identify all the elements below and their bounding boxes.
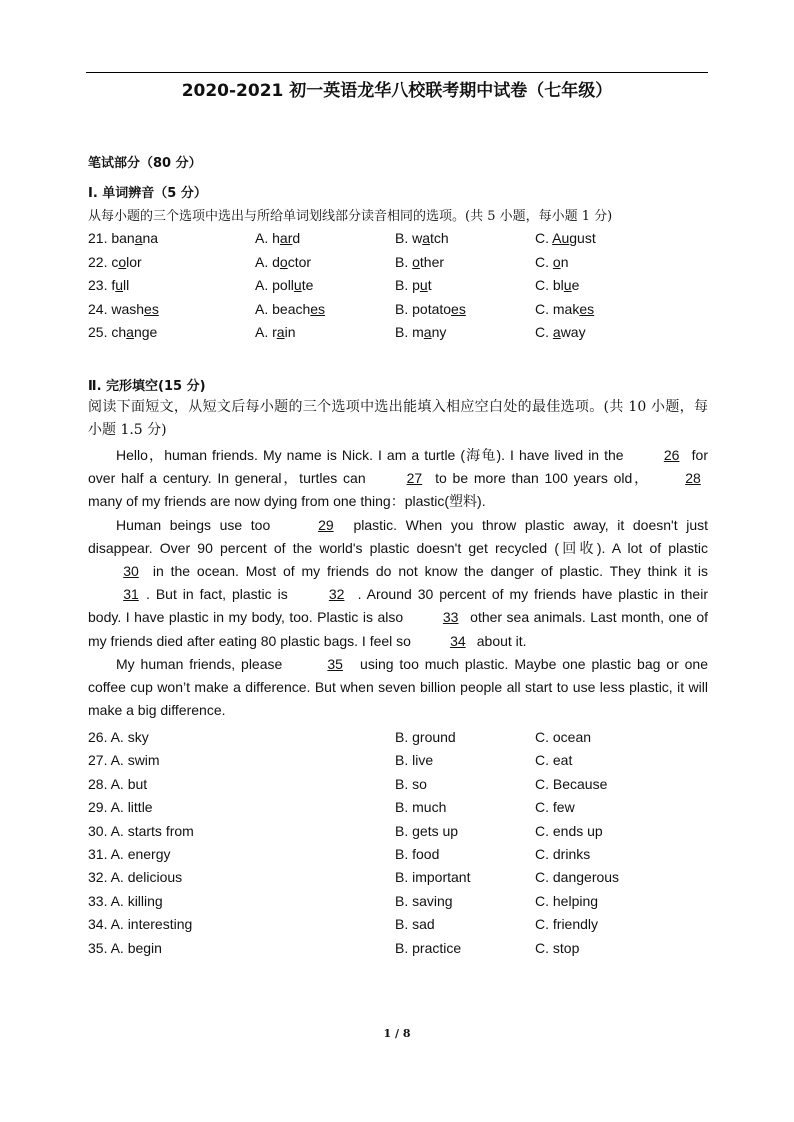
cloze-option-b: B. practice: [395, 939, 462, 956]
blank-26: 26: [663, 447, 680, 463]
cloze-option-a: 29. A. little: [88, 799, 153, 816]
phonics-question-row: [88, 254, 718, 274]
header-rule: [86, 72, 708, 73]
blank-30: 30: [123, 563, 139, 580]
phonics-question-row: [88, 230, 718, 250]
phonics-option-c: C. away: [535, 324, 586, 340]
cloze-option-row: [88, 776, 718, 796]
phonics-option-a: A. rain: [255, 324, 296, 340]
page-number: 1 / 8: [383, 1027, 411, 1040]
phonics-word: 22. color: [88, 254, 142, 270]
cloze-option-c: C. eat: [535, 752, 573, 769]
passage-paragraph-3: My human friends, please 35 using too much plastic. Maybe one plastic bag or one coffee cup won’t make a difference. But when seven billion people all start to use less plastic, it will make a big difference.: [88, 653, 708, 723]
phonics-option-b: B. put: [395, 277, 432, 293]
cloze-option-b: B. gets up: [395, 822, 459, 839]
cloze-option-c: C. helping: [535, 892, 599, 909]
cloze-option-row: [88, 940, 718, 960]
passage-paragraph-2: Human beings use too 29 plastic. When you throw plastic away, it doesn't just disappear. Over 90 percent of the world's plastic doesn't get recycled (回收). A lot of plastic 30 in the ocean. Most of my friends do not know the danger of plastic. They think it is 31 . But in fact, plastic is 32 . Around 30 percent of my friends have plastic in their body. I have plastic in my body, too. Plastic is also 33 other sea animals. Last month, one of my friends died after eating 80 plastic bags. I feel so 34 about it.: [88, 514, 708, 653]
blank-28: 28: [685, 470, 701, 487]
phonics-option-b: B. many: [395, 324, 447, 340]
cloze-option-row: [88, 893, 718, 913]
section2-heading: Ⅱ. 完形填空(15 分): [88, 379, 206, 394]
blank-27: 27: [406, 470, 423, 487]
cloze-option-a: 27. A. swim: [88, 752, 160, 769]
blank-33: 33: [442, 609, 459, 626]
cloze-option-b: B. saving: [395, 892, 453, 909]
blank-34: 34: [450, 632, 466, 649]
cloze-option-a: 35. A. begin: [88, 939, 162, 956]
cloze-option-b: B. important: [395, 869, 471, 886]
phonics-word: 21. banana: [88, 230, 159, 246]
phonics-option-b: B. other: [395, 254, 445, 270]
cloze-option-a: 30. A. starts from: [88, 822, 194, 839]
phonics-option-c: C. August: [535, 230, 596, 246]
phonics-option-c: C. on: [535, 254, 569, 270]
cloze-option-a: 31. A. energy: [88, 846, 171, 862]
phonics-option-c: C. makes: [535, 301, 595, 317]
cloze-option-a: 33. A. killing: [88, 892, 163, 909]
cloze-option-c: C. Because: [535, 775, 608, 792]
phonics-word: 23. full: [88, 277, 130, 293]
cloze-passage: [88, 444, 708, 722]
cloze-option-row: [88, 799, 718, 819]
cloze-option-row: [88, 823, 718, 843]
phonics-option-a: A. doctor: [255, 254, 312, 270]
phonics-question-row: [88, 324, 718, 344]
section1-heading: Ⅰ. 单词辨音（5 分）: [88, 186, 207, 201]
phonics-option-b: B. potatoes: [395, 301, 466, 317]
page-title: 2020-2021 初一英语龙华八校联考期中试卷（七年级）: [181, 81, 613, 101]
cloze-option-b: B. live: [395, 752, 434, 769]
cloze-option-b: B. ground: [395, 729, 456, 745]
phonics-question-row: [88, 277, 718, 297]
written-part-label: 笔试部分（80 分）: [88, 156, 202, 171]
blank-29: 29: [318, 516, 334, 533]
cloze-option-c: C. stop: [535, 939, 580, 956]
phonics-question-row: [88, 301, 718, 321]
cloze-option-row: [88, 846, 718, 866]
phonics-word: 24. washes: [88, 301, 159, 317]
cloze-option-c: C. friendly: [535, 916, 599, 933]
phonics-option-b: B. watch: [395, 230, 449, 246]
cloze-option-b: B. much: [395, 799, 447, 816]
cloze-option-row: [88, 869, 718, 889]
phonics-option-c: C. blue: [535, 277, 580, 293]
blank-31: 31: [123, 586, 139, 603]
passage-paragraph-1: Hello，human friends. My name is Nick. I am a turtle (海龟). I have lived in the 26 for over half a century. In general，turtles can 27 to be more than 100 years old， 28 many of my friends are now dying from one thing：plastic(塑料).: [88, 444, 708, 514]
cloze-option-a: 26. A. sky: [88, 729, 149, 745]
cloze-option-c: C. ocean: [535, 729, 592, 745]
cloze-option-row: [88, 752, 718, 772]
section2-instruction: 阅读下面短文，从短文后每小题的三个选项中选出能填入相应空白处的最佳选项。(共 10 小题，每小题 1.5 分): [88, 399, 708, 438]
blank-35: 35: [327, 655, 343, 672]
phonics-option-a: A. beaches: [255, 301, 326, 317]
cloze-option-b: B. so: [395, 775, 427, 792]
cloze-option-row: [88, 729, 718, 749]
cloze-option-b: B. food: [395, 846, 440, 862]
cloze-option-c: C. ends up: [535, 822, 603, 839]
cloze-option-b: B. sad: [395, 916, 435, 933]
cloze-option-a: 28. A. but: [88, 775, 148, 792]
cloze-option-row: [88, 916, 718, 936]
section1-instruction: 从每小题的三个选项中选出与所给单词划线部分读音相同的选项。(共 5 小题，每小题 1 分): [88, 209, 613, 224]
phonics-option-a: A. pollute: [255, 277, 314, 293]
cloze-option-a: 34. A. interesting: [88, 916, 193, 933]
phonics-option-a: A. hard: [255, 230, 301, 246]
cloze-option-a: 32. A. delicious: [88, 869, 183, 886]
cloze-option-c: C. drinks: [535, 846, 591, 862]
cloze-option-c: C. dangerous: [535, 869, 620, 886]
phonics-word: 25. change: [88, 324, 158, 340]
blank-32: 32: [328, 586, 345, 603]
cloze-option-c: C. few: [535, 799, 575, 816]
